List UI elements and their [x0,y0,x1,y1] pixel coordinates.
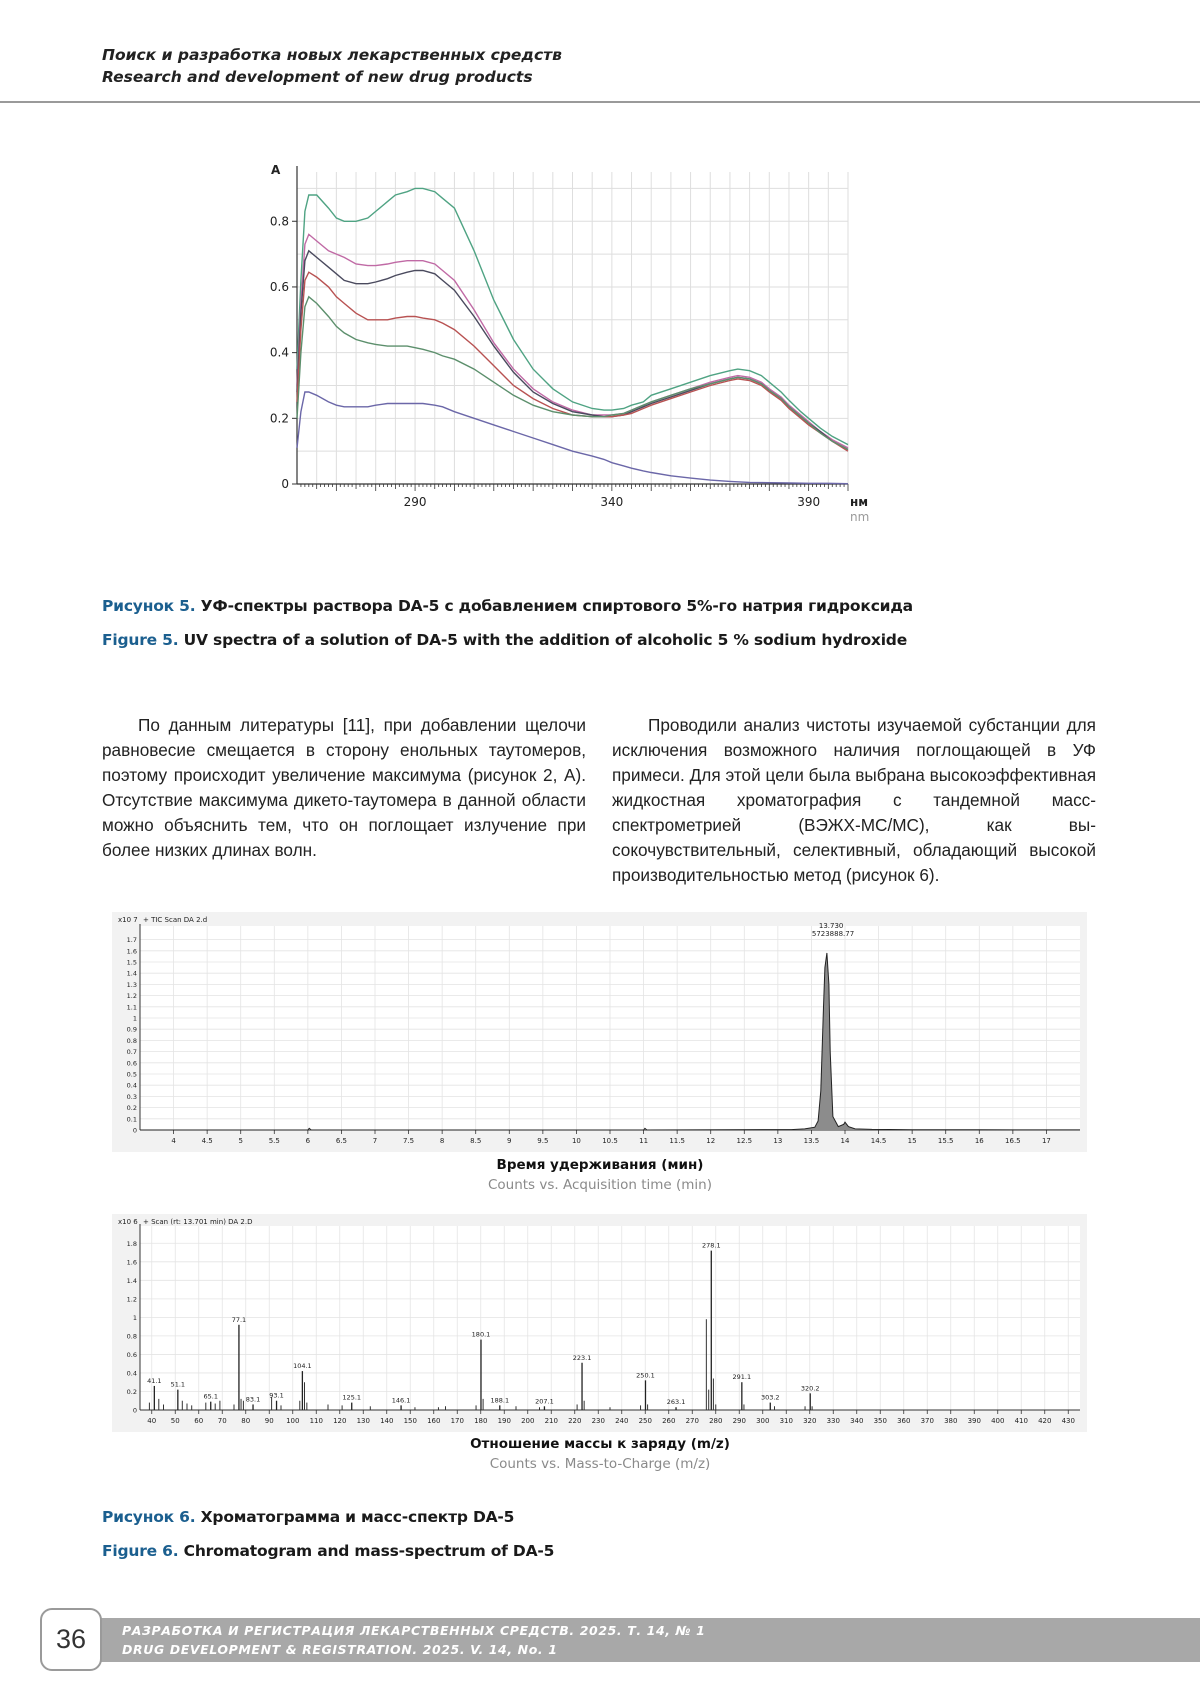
y-tick-label: 0 [281,477,289,491]
x-tick-label: 390 [797,495,821,509]
y-tick-label: 1.6 [126,1258,137,1267]
x-tick-label: 9.5 [537,1137,549,1145]
x-tick-label: 80 [241,1417,251,1425]
x-tick-label: 380 [944,1417,958,1425]
y-tick-label: 0.9 [126,1025,137,1034]
x-tick-label: 210 [544,1417,558,1425]
uv-spectra-chart [265,160,935,570]
figure5-caption-ru [102,597,913,615]
x-tick-label: 8.5 [470,1137,482,1145]
mass-peak-label: 188.1 [490,1396,510,1405]
y-multiplier-label: x10 6 [118,1218,138,1226]
x-tick-label: 70 [217,1417,227,1425]
x-tick-label: 250 [638,1417,652,1425]
footer-line-en: DRUG DEVELOPMENT & REGISTRATION. 2025. V. 14, No. 1 [122,1642,558,1657]
x-tick-label: 330 [826,1417,840,1425]
x-tick-label: 13 [773,1137,783,1145]
y-tick-label: 1.4 [126,1276,137,1285]
y-multiplier-label: x10 7 [118,916,138,924]
x-tick-label: 14 [840,1137,850,1145]
body-column-left [102,713,586,863]
x-tick-label: 16.5 [1005,1137,1021,1145]
x-tick-label: 230 [591,1417,605,1425]
mass-peak-label: 207.1 [535,1397,554,1406]
mass-peak-label: 146.1 [391,1396,411,1405]
figure5-label-ru: Рисунок 5. [102,597,196,615]
x-tick-label: 390 [967,1417,981,1425]
y-tick-label: 0.7 [126,1048,137,1057]
y-tick-label: 0.6 [269,279,289,294]
x-tick-label: 280 [709,1417,723,1425]
x-tick-label: 420 [1038,1417,1052,1425]
x-tick-label: 400 [991,1417,1005,1425]
x-tick-label: 320 [803,1417,817,1425]
x-tick-label: 180 [474,1417,488,1425]
peak-label-time: 13.730 [818,922,844,930]
x-tick-label: 9 [507,1137,512,1145]
x-tick-label: 410 [1014,1417,1028,1425]
y-tick-label: 0.2 [269,411,289,426]
mass-peak-label: 278.1 [701,1241,721,1250]
x-tick-label: 200 [521,1417,535,1425]
x-tick-label: 270 [685,1417,699,1425]
x-tick-label: 370 [920,1417,934,1425]
running-header-en: Research and development of new drug products [102,68,533,86]
y-tick-label: 1 [132,1014,137,1023]
y-tick-label: 0.1 [126,1115,137,1124]
uv-spectra-svg [265,160,935,570]
mass-peak-label: 65.1 [203,1392,218,1401]
x-tick-label: 7.5 [403,1137,415,1145]
x-tick-label: 90 [264,1417,274,1425]
chromatogram-panel [112,912,1087,1152]
x-tick-label: 12.5 [736,1137,753,1145]
figure5-text-ru: УФ-спектры раствора DA-5 с добавлением спиртового 5%-го натрия гидроксида [200,597,913,615]
x-tick-label: 40 [147,1417,157,1425]
y-tick-label: 1.7 [126,936,137,945]
chromatogram-xlabel-ru: Время удерживания (мин) [496,1157,704,1173]
y-tick-label: 0.5 [126,1070,137,1079]
mass-peak-label: 263.1 [666,1398,686,1407]
x-tick-label: 340 [850,1417,864,1425]
x-tick-label: 6.5 [335,1137,347,1145]
y-tick-label: 0.2 [126,1104,137,1113]
x-tick-label: 160 [427,1417,441,1425]
figure6-caption-ru [102,1508,514,1526]
y-tick-label: 0.6 [126,1350,137,1359]
mass-peak-label: 125.1 [342,1393,362,1402]
x-tick-label: 10 [571,1137,581,1145]
y-tick-label: 0.4 [126,1369,137,1378]
x-tick-label: 5.5 [268,1137,280,1145]
y-tick-label: 0 [132,1126,137,1135]
x-tick-label: 190 [497,1417,511,1425]
y-tick-label: 0.8 [269,214,289,229]
mass-peak-label: 250.1 [636,1371,655,1380]
y-tick-label: 0 [132,1406,137,1415]
spectrum-title: + Scan (rt: 13.701 min) DA 2.D [143,1218,253,1226]
x-tick-label: 110 [309,1417,323,1425]
y-tick-label: 1.4 [126,969,137,978]
x-tick-label: 130 [356,1417,370,1425]
y-tick-label: 1.3 [126,980,137,989]
x-tick-label: 10.5 [602,1137,618,1145]
body-paragraph-right: Проводили анализ чистоты изучаемой субстанции для исключения возможного наличия поглощающей в УФ примеси. Для этой цели была выбрана высокоэффективная жидкостная хроматография с тандемной масс-спектрометрией (ВЭЖХ-МС/МС), как высокочувствительный, селективный, обладающий высокой производительностью метод (рисунок 6). [612,715,1096,885]
x-tick-label: 13.5 [803,1137,820,1145]
x-tick-label: 300 [756,1417,770,1425]
x-tick-label: 8 [439,1137,445,1145]
mass-peak-label: 180.1 [471,1330,491,1339]
mass-peak-label: 77.1 [231,1315,247,1324]
y-tick-label: 0.6 [126,1059,137,1068]
mass-peak-label: 51.1 [170,1380,186,1389]
x-tick-label: 150 [403,1417,417,1425]
figure5-text-en: UV spectra of a solution of DA-5 with the addition of alcoholic 5 % sodium hydroxide [183,631,908,649]
y-tick-label: 1.2 [126,992,137,1001]
mass-peak-label: 104.1 [293,1362,312,1371]
y-tick-label: 0.8 [126,1332,137,1341]
mass-spectrum-svg [112,1214,1087,1432]
y-tick-label: 0.8 [126,1036,137,1045]
x-tick-label: 7 [372,1137,378,1145]
mass-peak-label: 223.1 [572,1353,592,1362]
peak-label-area: 5723888.77 [811,930,855,938]
mass-peak-label: 83.1 [245,1395,261,1404]
x-tick-label: 220 [568,1417,582,1425]
x-tick-label: 4 [171,1137,176,1145]
page-number: 36 [40,1608,102,1671]
footer-journal-info [122,1621,705,1659]
x-tick-label: 140 [380,1417,394,1425]
x-axis-label-en: nm [850,510,870,524]
mass-spectrum-panel [112,1214,1087,1432]
y-tick-label: 0.4 [126,1081,137,1090]
x-tick-label: 6 [305,1137,311,1145]
x-tick-label: 5 [238,1137,243,1145]
x-tick-label: 310 [779,1417,793,1425]
x-tick-label: 120 [333,1417,347,1425]
x-tick-label: 16 [974,1137,984,1145]
y-tick-label: 1.6 [126,947,137,956]
spectrum-plot-area [140,1226,1080,1410]
x-tick-label: 340 [600,495,624,509]
figure5-label-en: Figure 5. [102,631,179,649]
x-tick-label: 100 [286,1417,300,1425]
x-tick-label: 15 [907,1137,917,1145]
figure6-text-en: Chromatogram and mass-spectrum of DA-5 [183,1542,555,1560]
body-column-right [612,713,1096,888]
x-tick-label: 14.5 [870,1137,887,1145]
mass-peak-label: 291.1 [732,1373,752,1382]
mass-peak-label: 303.2 [760,1393,780,1402]
y-tick-label: 1.1 [126,1003,137,1012]
x-axis-label: нм [850,495,869,509]
figure6-text-ru: Хроматограмма и масс-спектр DA-5 [200,1508,515,1526]
x-tick-label: 15.5 [937,1137,954,1145]
y-tick-label: 1.8 [126,1239,137,1248]
x-tick-label: 60 [194,1417,204,1425]
x-tick-label: 50 [170,1417,180,1425]
y-tick-label: 0.2 [126,1387,137,1396]
running-header [102,44,562,88]
y-axis-label: A [271,163,281,177]
header-divider [0,101,1200,103]
spectrum-xlabel-en: Counts vs. Mass-to-Charge (m/z) [489,1456,711,1472]
x-tick-label: 260 [662,1417,676,1425]
figure6-label-ru: Рисунок 6. [102,1508,196,1526]
y-tick-label: 1 [132,1313,137,1322]
y-tick-label: 0.4 [269,345,289,360]
body-paragraph-left: По данным литературы [11], при добавлении щелочи равновесие смещается в сторону енольных таутомеров, поэтому происходит увеличение максимума (рисунок 2, А). Отсутствие максимума дикето-таутомера в данной области можно объяснить тем, что он поглощает излучение при более низких длинах волн. [102,715,586,860]
running-header-ru: Поиск и разработка новых лекарственных средств [102,46,562,64]
x-tick-label: 360 [897,1417,911,1425]
spectrum-xlabel-ru: Отношение массы к заряду (m/z) [470,1436,730,1452]
figure6-label-en: Figure 6. [102,1542,179,1560]
chromatogram-xlabel-en: Counts vs. Acquisition time (min) [487,1177,713,1193]
figure6-caption-en [102,1542,554,1560]
x-tick-label: 4.5 [201,1137,213,1145]
x-tick-label: 290 [403,495,427,509]
chromatogram-title: + TIC Scan DA 2.d [143,916,208,924]
x-tick-label: 350 [873,1417,887,1425]
x-tick-label: 290 [732,1417,746,1425]
y-tick-label: 1.5 [126,958,137,967]
y-tick-label: 0.3 [126,1092,137,1101]
y-tick-label: 1.2 [126,1295,137,1304]
x-tick-label: 12 [706,1137,716,1145]
footer-line-ru: РАЗРАБОТКА И РЕГИСТРАЦИЯ ЛЕКАРСТВЕННЫХ СРЕДСТВ. 2025. Т. 14, № 1 [122,1623,706,1638]
mass-peak-label: 320.2 [800,1384,820,1393]
x-tick-label: 430 [1061,1417,1075,1425]
x-tick-label: 240 [615,1417,629,1425]
x-tick-label: 11 [639,1137,649,1145]
mass-peak-label: 93.1 [269,1391,284,1400]
x-tick-label: 170 [450,1417,464,1425]
mass-peak-label: 41.1 [147,1376,162,1385]
chromatogram-svg [112,912,1087,1152]
figure5-caption-en [102,631,907,649]
x-tick-label: 11.5 [669,1137,685,1145]
x-tick-label: 17 [1041,1137,1051,1145]
